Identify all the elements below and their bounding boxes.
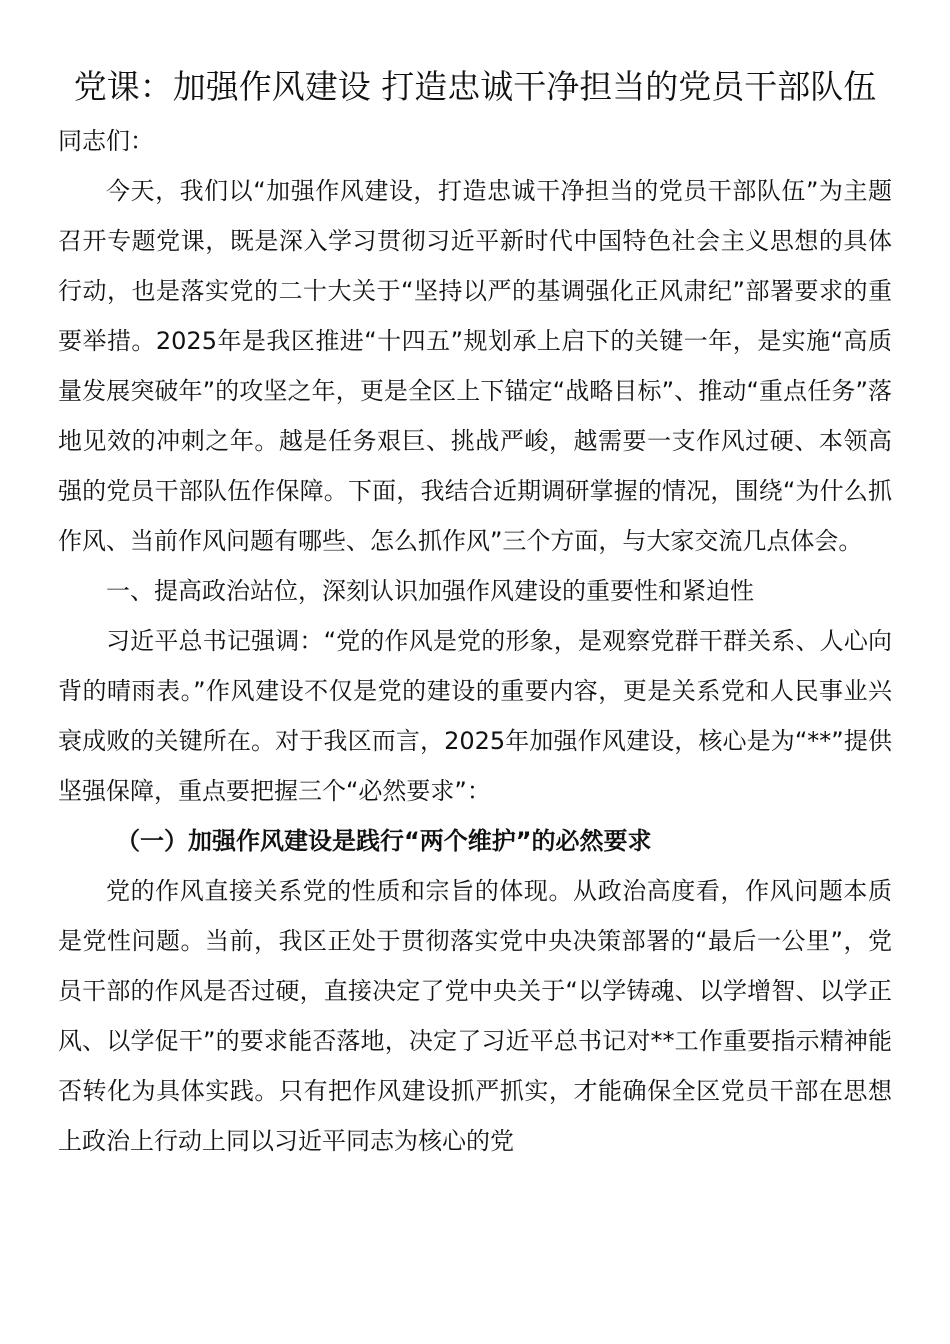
section-heading: 一、提高政治站位，深刻认识加强作风建设的重要性和紧迫性 — [106, 577, 754, 605]
paragraph-body: 党的作风直接关系党的性质和宗旨的体现。从政治高度看，作风问题本质是党性问题。当前，我区正处于贯彻落实党中央决策部署的“最后一公里”，党员干部的作风是否过硬，直接决定了党中央关于“以学铸魂、以学增智、以学正风、以学促干”的要求能否落地，决定了习近平总书记对**工作重要指示精神能否转化为具体实践。只有把作风建设抓严抓实，才能确保全区党员干部在思想上政治上行动上同以习近平同志为核心的党 — [58, 877, 892, 1155]
paragraph-intro: 今天，我们以“加强作风建设，打造忠诚干净担当的党员干部队伍”为主题召开专题党课，既是深入学习贯彻习近平新时代中国特色社会主义思想的具体行动，也是落实党的二十大关于“坚持以严的基调强化正风肃纪”部署要求的重要举措。2025年是我区推进“十四五”规划承上启下的关键一年，是实施“高质量发展突破年”的攻坚之年，更是全区上下锚定“战略目标”、推动“重点任务”落地见效的冲刺之年。越是任务艰巨、挑战严峻，越需要一支作风过硬、本领高强的党员干部队伍作保障。下面，我结合近期调研掌握的情况，围绕“为什么抓作风、当前作风问题有哪些、怎么抓作风”三个方面，与大家交流几点体会。 — [58, 177, 892, 555]
paragraph-quote: 习近平总书记强调：“党的作风是党的形象，是观察党群干群关系、人心向背的晴雨表。”作风建设不仅是党的建设的重要内容，更是关系党和人民事业兴衰成败的关键所在。对于我区而言，2025年加强作风建设，核心是为“**”提供坚强保障，重点要把握三个“必然要求”： — [58, 627, 892, 805]
subsection-heading: （一）加强作风建设是践行“两个维护”的必然要求 — [116, 827, 652, 855]
document-title: 党课：加强作风建设 打造忠诚干净担当的党员干部队伍 — [73, 67, 877, 106]
salutation: 同志们： — [58, 127, 154, 155]
